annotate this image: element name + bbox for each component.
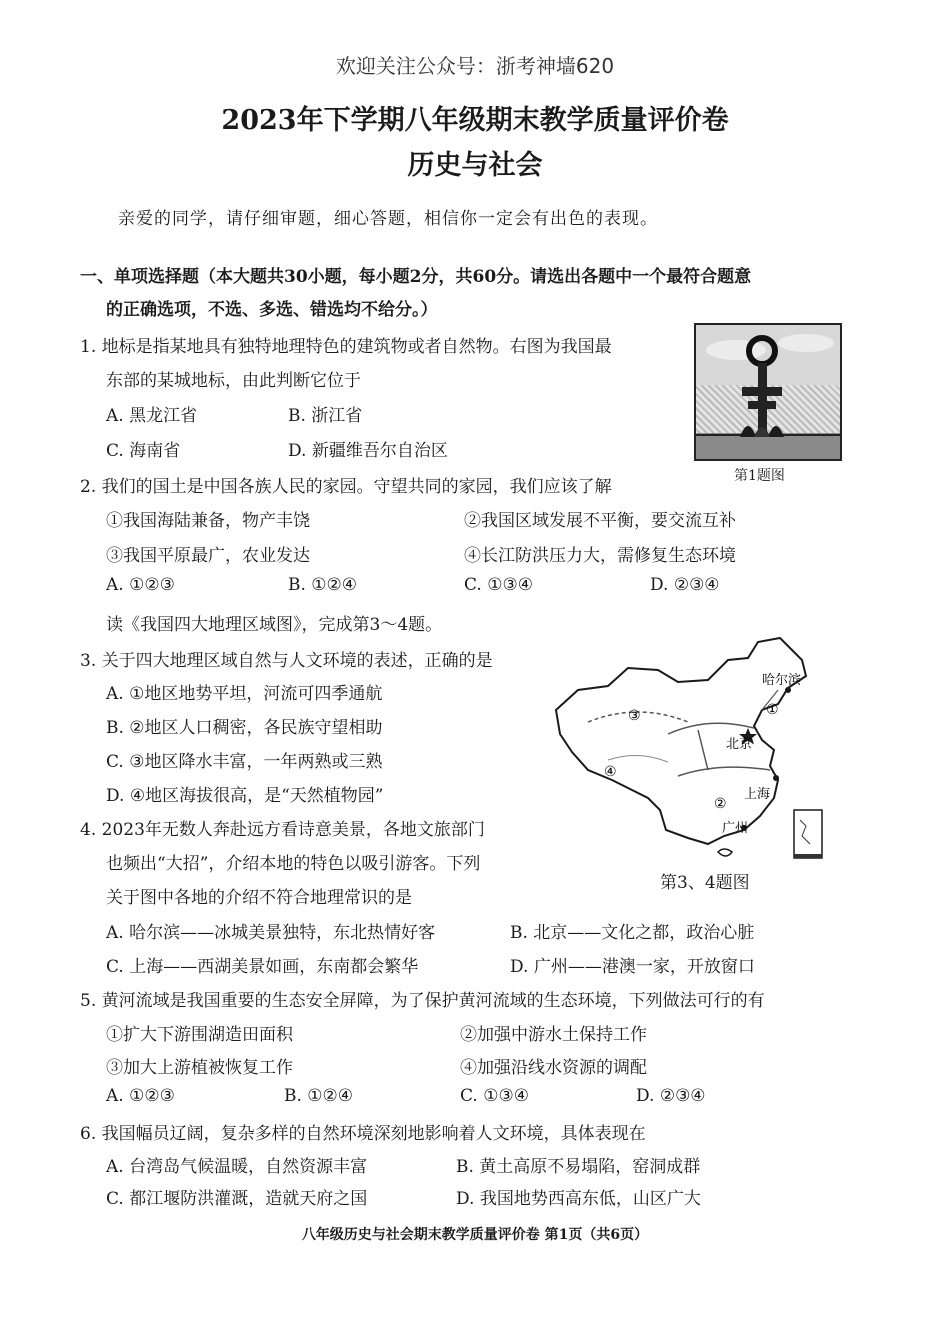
q3-option-c: C. ③地区降水丰富，一年两熟或三熟 [106, 752, 383, 772]
map-label-harbin: 哈尔滨 [762, 673, 802, 688]
map-region-3: ③ [628, 708, 641, 724]
q1-figure-caption: 第1题图 [734, 468, 785, 484]
map-label-shanghai: 上海 [744, 787, 771, 802]
section-heading: 一、单项选择题（本大题共30小题，每小题2分，共60分。请选出各题中一个最符合题意 [80, 267, 752, 287]
q6-option-c: C. 都江堰防洪灌溉，造就天府之国 [106, 1189, 368, 1209]
page-footer: 八年级历史与社会期末教学质量评价卷 第1页（共6页） [301, 1227, 649, 1243]
q2-option-b: B. ①②④ [288, 575, 358, 595]
map-caption: 第3、4题图 [660, 873, 750, 893]
map-label-beijing: 北京 [726, 737, 753, 752]
page-title: 2023年下学期八年级期末教学质量评价卷 [221, 105, 729, 136]
q5-statement-1: ①扩大下游围湖造田面积 [106, 1025, 293, 1045]
q4-stem-cont2: 关于图中各地的介绍不符合地理常识的是 [106, 888, 412, 908]
q2-stem: 2. 我们的国土是中国各族人民的家园。守望共同的家园，我们应该了解 [80, 477, 612, 497]
q6-option-b: B. 黄土高原不易塌陷，窑洞成群 [456, 1157, 701, 1177]
page-subtitle: 历史与社会 [407, 150, 543, 181]
q1-stem: 1. 地标是指某地具有独特地理特色的建筑物或者自然物。右图为我国最 [80, 337, 612, 357]
map-label-guangzhou: 广州 [722, 821, 749, 836]
q4-option-c: C. 上海——西湖美景如画，东南都会繁华 [106, 957, 419, 977]
q4-stem: 4. 2023年无数人奔赴远方看诗意美景，各地文旅部门 [80, 820, 485, 840]
q2-option-a: A. ①②③ [106, 575, 175, 595]
q4-option-d: D. 广州——港澳一家，开放窗口 [510, 957, 755, 977]
map-region-2: ② [714, 796, 727, 812]
q2-statement-3: ③我国平原最广，农业发达 [106, 546, 310, 566]
q3-stem: 3. 关于四大地理区域自然与人文环境的表述，正确的是 [80, 651, 493, 671]
q4-option-a: A. 哈尔滨——冰城美景独特，东北热情好客 [106, 923, 436, 943]
china-regions-map [548, 630, 832, 868]
map-region-4: ④ [604, 764, 617, 780]
q4-option-b: B. 北京——文化之都，政治心脏 [510, 923, 755, 943]
greeting: 亲爱的同学，请仔细审题，细心答题，相信你一定会有出色的表现。 [118, 209, 658, 229]
q5-option-d: D. ②③④ [636, 1086, 706, 1106]
q1-stem-cont: 东部的某城地标，由此判断它位于 [106, 371, 361, 391]
q5-option-c: C. ①③④ [460, 1086, 529, 1106]
q2-option-d: D. ②③④ [650, 575, 720, 595]
section-heading-cont: 的正确选项，不选、多选、错选均不给分。） [106, 300, 438, 320]
q6-stem: 6. 我国幅员辽阔，复杂多样的自然环境深刻地影响着人文环境，具体表现在 [80, 1124, 646, 1144]
q5-statement-2: ②加强中游水土保持工作 [460, 1025, 647, 1045]
q4-stem-cont: 也频出“大招”，介绍本地的特色以吸引游客。下列 [106, 854, 481, 874]
q2-statement-1: ①我国海陆兼备，物产丰饶 [106, 511, 310, 531]
q5-statement-4: ④加强沿线水资源的调配 [460, 1058, 647, 1078]
q2-option-c: C. ①③④ [464, 575, 533, 595]
q1-option-c: C. 海南省 [106, 441, 181, 461]
map-question-intro: 读《我国四大地理区域图》，完成第3～4题。 [106, 615, 443, 635]
q5-statement-3: ③加大上游植被恢复工作 [106, 1058, 293, 1078]
q1-option-b: B. 浙江省 [288, 406, 363, 426]
q6-option-a: A. 台湾岛气候温暖，自然资源丰富 [106, 1157, 368, 1177]
q1-option-a: A. 黑龙江省 [106, 406, 198, 426]
q5-option-b: B. ①②④ [284, 1086, 354, 1106]
q3-option-b: B. ②地区人口稠密，各民族守望相助 [106, 718, 383, 738]
q3-option-a: A. ①地区地势平坦，河流可四季通航 [106, 684, 383, 704]
watermark: 欢迎关注公众号：浙考神墙620 [335, 54, 615, 78]
q1-option-d: D. 新疆维吾尔自治区 [288, 441, 448, 461]
map-region-1: ① [766, 702, 779, 718]
q5-stem: 5. 黄河流域是我国重要的生态安全屏障，为了保护黄河流域的生态环境，下列做法可行的有 [80, 991, 765, 1011]
q2-statement-4: ④长江防洪压力大，需修复生态环境 [464, 546, 736, 566]
q5-option-a: A. ①②③ [106, 1086, 175, 1106]
q2-statement-2: ②我国区域发展不平衡，要交流互补 [464, 511, 736, 531]
landmark-photo [694, 323, 842, 461]
q6-option-d: D. 我国地势西高东低，山区广大 [456, 1189, 701, 1209]
q3-option-d: D. ④地区海拔很高，是“天然植物园” [106, 786, 384, 806]
